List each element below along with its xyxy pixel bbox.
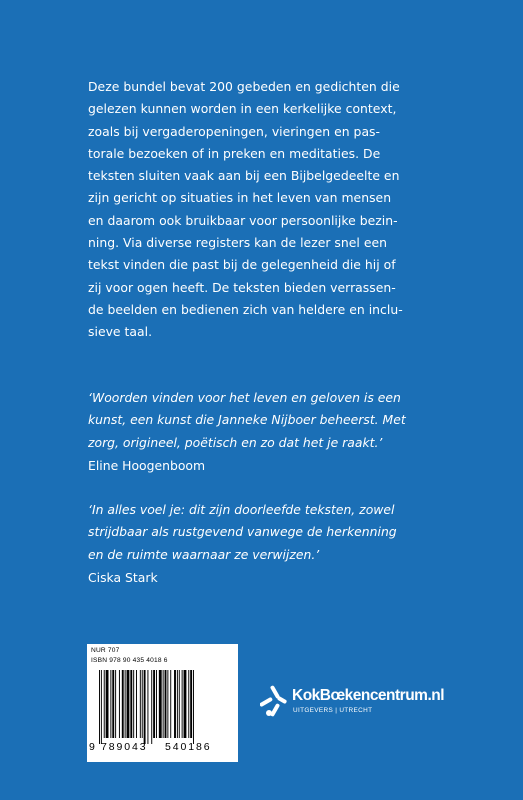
barcode-digits-right: 540186 bbox=[165, 741, 212, 753]
quote-line: kunst, een kunst die Janneke Nijboer beheerst. Met bbox=[88, 412, 406, 428]
blurb-line: de beelden en bedienen zich van heldere en inclu- bbox=[88, 301, 403, 317]
quote-line: ‘Woorden vinden voor het leven en geloven is een bbox=[88, 390, 401, 405]
blurb-line: zij voor ogen heeft. De teksten bieden verrassen- bbox=[88, 279, 396, 295]
publisher-name: KokBœkencentrum.nl bbox=[292, 687, 445, 704]
kok-boekencentrum-logo-icon bbox=[260, 683, 290, 721]
blurb-line: tekst vinden die past bij de gelegenheid die hij of bbox=[88, 257, 396, 273]
quote-author: Ciska Stark bbox=[88, 569, 158, 585]
blurb-line: zijn gericht op situaties in het leven van mensen bbox=[88, 190, 392, 206]
blurb-text bbox=[88, 76, 433, 344]
quote-line: strijdbaar als rustgevend vanwege de herkenning bbox=[88, 524, 397, 540]
quote-line: en de ruimte waarnaar ze verwijzen.’ bbox=[88, 546, 320, 562]
barcode-bars bbox=[99, 670, 229, 744]
isbn-number: ISBN 978 90 435 4018 6 bbox=[91, 657, 168, 664]
blurb-line: en daarom ook bruikbaar voor persoonlijke bezin- bbox=[88, 212, 398, 228]
blurb-line: torale bezoeken of in preken en meditaties. De bbox=[88, 145, 381, 161]
quote-author: Eline Hoogenboom bbox=[88, 457, 206, 473]
publisher-subtitle: UITGEVERS | UTRECHT bbox=[293, 707, 373, 714]
quote-line: ‘In alles voel je: dit zijn doorleefde teksten, zowel bbox=[88, 502, 395, 517]
isbn-barcode bbox=[87, 644, 238, 762]
barcode-digit-first: 9 bbox=[89, 741, 95, 753]
blurb-line: gelezen kunnen worden in een kerkelijke context, bbox=[88, 101, 397, 117]
blurb-line: teksten sluiten vaak aan bij een Bijbelgedeelte en bbox=[88, 168, 400, 184]
publisher-logo bbox=[260, 683, 470, 723]
blurb-line: zoals bij vergaderopeningen, vieringen en pas- bbox=[88, 123, 381, 139]
nur-code: NUR 707 bbox=[91, 647, 120, 654]
review-quote bbox=[88, 499, 448, 589]
blurb-line: ning. Via diverse registers kan de lezer snel een bbox=[88, 235, 388, 251]
quote-line: zorg, origineel, poëtisch en zo dat het je raakt.’ bbox=[88, 434, 383, 450]
blurb-line: Deze bundel bevat 200 gebeden en gedichten die bbox=[88, 79, 400, 94]
blurb-line: sieve taal. bbox=[88, 324, 153, 340]
review-quote bbox=[88, 387, 448, 477]
barcode-digits-left: 789043 bbox=[101, 741, 148, 753]
